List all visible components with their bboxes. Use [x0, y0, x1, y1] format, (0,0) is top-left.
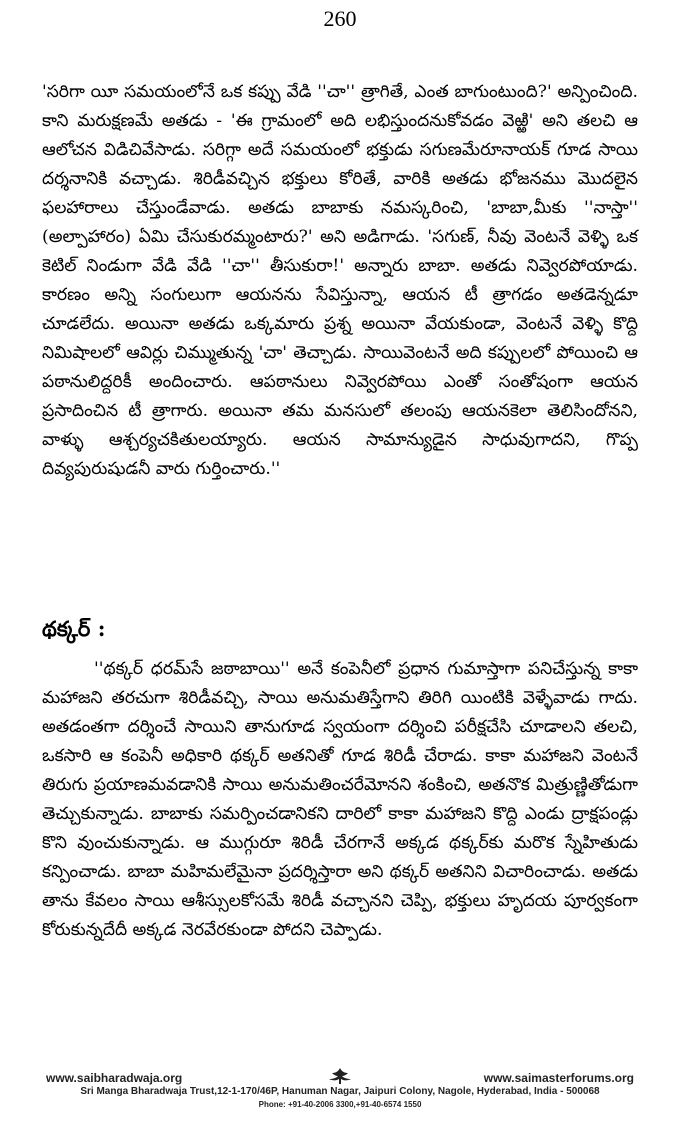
- footer-phone: Phone: +91-40-2006 3300,+91-40-6574 1550: [258, 1100, 422, 1109]
- section-heading: థక్కర్ :: [42, 616, 106, 641]
- footer-website-link-left[interactable]: www.saibharadwaja.org: [46, 1071, 183, 1085]
- body-paragraph-1: 'సరిగా యీ సమయంలోనే ఒక కప్పు వేడి ''చా'' త్రాగితే, ఎంత బాగుంటుంది?' అన్పించింది. కాని మరుక్షణమే అతడు - 'ఈ గ్రామంలో అది లభిస్తుందనుకోవడం వెఱ్ఱి' అని తలచి ఆ ఆలోచన విడిచివేసాడు. సరిగ్గా అదే సమయంలో భక్తుడు సగుణమేరూనాయక్ గూడ సాయి దర్శనానికి వచ్చాడు. శిరిడీవచ్చిన భక్తులు కోరితే, వారికి అతడు భోజనము మొదలైన ఫలహారాలు చేస్తుండేవాడు. అతడు బాబాకు నమస్కరించి, 'బాబా,మీకు ''నాస్తా'' (అల్పాహారం) ఏమి చేసుకురమ్మంటారు?' అని అడిగాడు. 'సగుణ్, నీవు వెంటనే వెళ్ళి ఒక కెటిల్ నిండుగా వేడి వేడి ''చా'' తీసుకురా!' అన్నారు బాబా. అతడు నివ్వెరపోయాడు. కారణం అన్ని సంగులుగా ఆయనను సేవిస్తున్నా, ఆయన టీ త్రాగడం అతడెన్నడూ చూడలేదు. అయినా అతడు ఒక్కమారు ప్రశ్న అయినా వేయకుండా, వెంటనే వెళ్ళి కొద్ది నిమిషాలలో ఆవిర్లు చిమ్ముతున్న 'చా' తెచ్చాడు. సాయివెంటనే అది కప్పులలో పోయించి ఆ పఠానులిద్దరికీ అందించారు. ఆపఠానులు నివ్వెరపోయి ఎంతో సంతోషంగా ఆయన ప్రసాదించిన టీ త్రాగారు. అయినా తమ మనసులో తలంపు ఆయనకెలా తెలిసిందోనని, వాళ్ళు ఆశ్చర్యచకితులయ్యారు. ఆయన సామాన్యుడైన సాధువుగాదని, గొప్ప దివ్యపురుషుడనీ వారు గుర్తించారు.'': [42, 82, 638, 479]
- ornament-icon: [324, 1067, 356, 1085]
- footer-address: Sri Manga Bharadwaja Trust,12-1-170/46P, Hanuman Nagar, Jaipuri Colony, Nagole, Hyderabad, India - 500068: [80, 1086, 600, 1097]
- page-footer: [40, 1071, 640, 1117]
- footer-website-link-right[interactable]: www.saimasterforums.org: [483, 1071, 634, 1085]
- body-paragraph-2: ''థక్కర్ ధరమ్‌సే జఠాబాయి'' అనే కంపెనీలో ప్రధాన గుమాస్తాగా పనిచేస్తున్న కాకా మహాజని తరచుగా శిరిడీవచ్చి, సాయి అనుమతిస్తేగాని తిరిగి యింటికి వెళ్ళేవాడు గాదు. అతడంతగా దర్శించే సాయిని తానుగూడ స్వయంగా దర్శించి పరీక్షచేసి చూడాలని తలచి, ఒకసారి ఆ కంపెనీ అధికారి థక్కర్ అతనితో గూడ శిరిడీ చేరాడు. కాకా మహాజని వెంటనే తిరుగు ప్రయాణమవడానికి సాయి అనుమతించరేమోనని శంకించి, అతనొక మిత్రుణ్ణితోడుగా తెచ్చుకున్నాడు. బాబాకు సమర్పించడానికని దారిలో కాకా మహాజని కొద్ది ఎండు ద్రాక్షపండ్లు కొని వుంచుకున్నాడు. ఆ ముగ్గురూ శిరిడీ చేరగానే అక్కడ థక్కర్‌కు మరొక స్నేహితుడు కన్పించాడు. బాబా మహిమలేమైనా ప్రదర్శిస్తారా అని థక్కర్ అతనిని విచారించాడు. అతడు తాను కేవలం సాయి ఆశీస్సులకోసమే శిరిడీ వచ్చానని చెప్పి, భక్తులు హృదయ పూర్వకంగా కోరుకున్నదేదీ అక్కడ నెరవేరకుండా పోదని చెప్పాడు.: [42, 659, 638, 940]
- page-number: 260: [323, 6, 357, 31]
